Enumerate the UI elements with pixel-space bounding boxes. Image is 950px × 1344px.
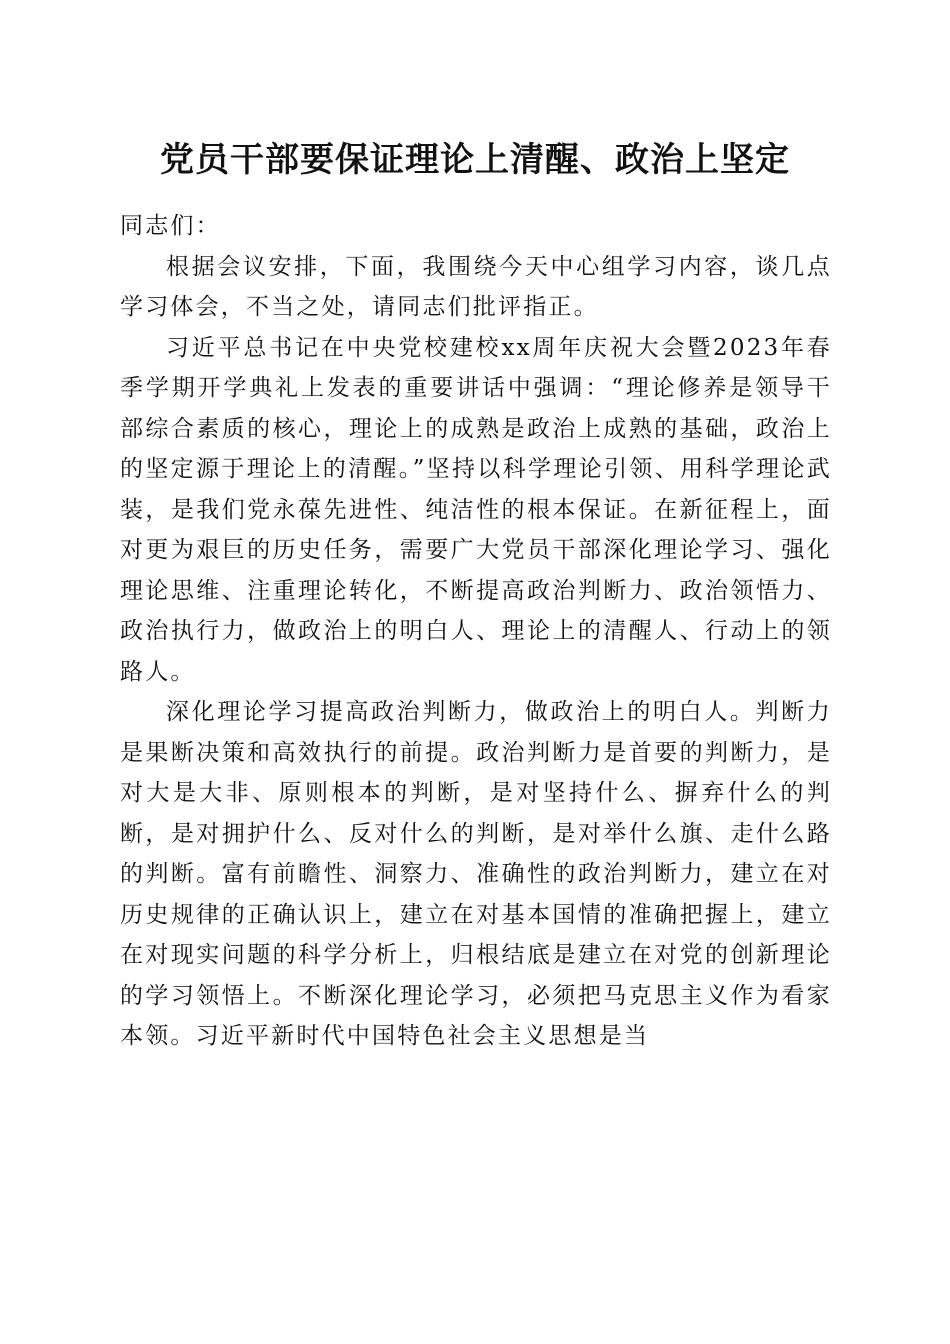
paragraph-intro: 根据会议安排，下面，我围绕今天中心组学习内容，谈几点学习体会，不当之处，请同志们批评指正。 — [120, 253, 832, 320]
salutation: 同志们： — [120, 213, 221, 239]
paragraph-quote: 习近平总书记在中央党校建校xx周年庆祝大会暨2023年春季学期开学典礼上发表的重要讲话中强调：“理论修养是领导干部综合素质的核心，理论上的成熟是政治上成熟的基础，政治上的坚定源于理论上的清醒。”坚持以科学理论引领、用科学理论武装，是我们党永葆先进性、纯洁性的根本保证。在新征程上，面对更为艰巨的历史任务，需要广大党员干部深化理论学习、强化理论思维、注重理论转化，不断提高政治判断力、政治领悟力、政治执行力，做政治上的明白人、理论上的清醒人、行动上的领路人。 — [120, 334, 832, 685]
document-body — [120, 206, 832, 1057]
paragraph-judgment: 深化理论学习提高政治判断力，做政治上的明白人。判断力是果断决策和高效执行的前提。政治判断力是首要的判断力，是对大是大非、原则根本的判断，是对坚持什么、摒弃什么的判断，是对拥护什么、反对什么的判断，是对举什么旗、走什么路的判断。富有前瞻性、洞察力、准确性的政治判断力，建立在对历史规律的正确认识上，建立在对基本国情的准确把握上，建立在对现实问题的科学分析上，归根结底是建立在对党的创新理论的学习领悟上。不断深化理论学习，必须把马克思主义作为看家本领。习近平新时代中国特色社会主义思想是当 — [120, 699, 832, 1049]
document-title: 党员干部要保证理论上清醒、政治上坚定 — [160, 140, 790, 180]
